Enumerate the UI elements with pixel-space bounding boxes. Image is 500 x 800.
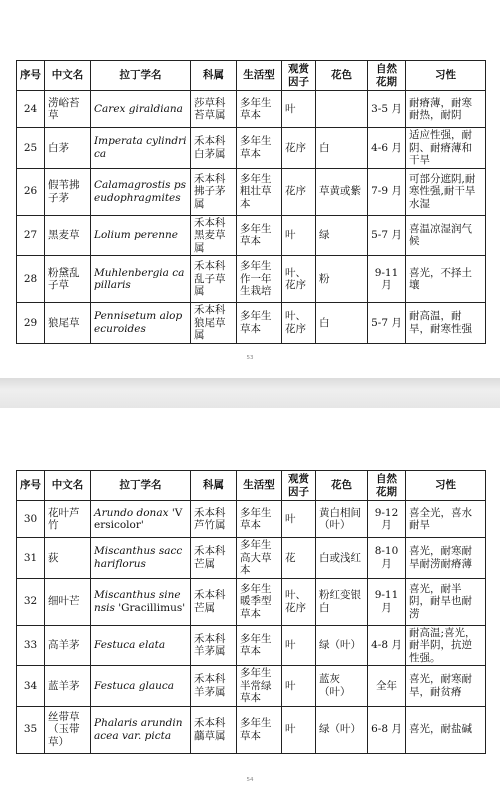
cell-family: 禾本科白茅属 <box>191 128 237 169</box>
cell-life: 多年生高大草本 <box>237 538 282 579</box>
cell-factor: 花序 <box>282 128 316 169</box>
col-header-habit: 习性 <box>406 471 486 501</box>
table-row <box>17 578 486 625</box>
cell-cn: 涝峪苔草 <box>45 91 91 128</box>
col-header-bloom: 自然花期 <box>368 471 406 501</box>
page-number: 54 <box>246 777 254 783</box>
latin-name: Carex giraldiana <box>94 102 183 115</box>
latin-name: Festuca glauca <box>94 679 175 692</box>
col-header-color: 花色 <box>316 471 368 501</box>
cell-life: 多年生草本 <box>237 215 282 256</box>
cell-life: 多年生草本 <box>237 706 282 753</box>
cell-factor: 叶 <box>282 501 316 538</box>
table-row <box>17 215 486 256</box>
cell-no: 31 <box>17 538 45 579</box>
cell-color: 粉红变银白 <box>316 578 368 625</box>
cell-cn: 高羊茅 <box>45 625 91 666</box>
col-header-bloom: 自然花期 <box>368 61 406 91</box>
cell-habit: 喜光，耐半阴，耐旱也耐涝 <box>406 578 486 625</box>
cell-factor: 叶 <box>282 91 316 128</box>
cell-bloom: 5-7 月 <box>368 215 406 256</box>
cell-life: 多年生暖季型草本 <box>237 578 282 625</box>
cell-family: 禾本科黑麦草属 <box>191 215 237 256</box>
cell-no: 29 <box>17 303 45 344</box>
col-header-color: 花色 <box>316 61 368 91</box>
latin-name: Arundo donax <box>94 506 169 519</box>
table-row <box>17 91 486 128</box>
cell-latin <box>91 256 191 303</box>
col-header-no: 序号 <box>17 471 45 501</box>
cell-family: 禾本科芒属 <box>191 538 237 579</box>
cell-bloom: 6-8 月 <box>368 706 406 753</box>
table-row <box>17 501 486 538</box>
table-header-row <box>17 471 486 501</box>
cell-no: 34 <box>17 666 45 707</box>
cell-latin <box>91 538 191 579</box>
cell-no: 32 <box>17 578 45 625</box>
cell-family: 禾本科芒属 <box>191 578 237 625</box>
cell-cn: 粉黛乱子草 <box>45 256 91 303</box>
cell-latin <box>91 215 191 256</box>
cell-latin <box>91 578 191 625</box>
col-header-cn: 中文名 <box>45 471 91 501</box>
cell-no: 33 <box>17 625 45 666</box>
col-header-family: 科属 <box>191 61 237 91</box>
cell-cn: 蓝羊茅 <box>45 666 91 707</box>
cell-latin <box>91 168 191 215</box>
table-row <box>17 303 486 344</box>
cell-bloom: 全年 <box>368 666 406 707</box>
cell-family: 禾本科芦竹属 <box>191 501 237 538</box>
cell-latin <box>91 501 191 538</box>
cell-no: 27 <box>17 215 45 256</box>
cell-family: 禾本科羊茅属 <box>191 625 237 666</box>
cell-latin <box>91 706 191 753</box>
table-header-row <box>17 61 486 91</box>
cell-life: 多年生粗壮草本 <box>237 168 282 215</box>
col-header-family: 科属 <box>191 471 237 501</box>
cell-bloom: 7-9 月 <box>368 168 406 215</box>
cell-factor: 花 <box>282 538 316 579</box>
col-header-factor: 观赏因子 <box>282 471 316 501</box>
table-row <box>17 256 486 303</box>
cell-cn: 荻 <box>45 538 91 579</box>
cell-latin <box>91 128 191 169</box>
cell-life: 多年生草本 <box>237 91 282 128</box>
cell-latin <box>91 303 191 344</box>
cell-no: 24 <box>17 91 45 128</box>
cell-bloom: 5-7 月 <box>368 303 406 344</box>
latin-name: Miscanthus sacchariflorus <box>94 545 183 570</box>
cell-factor: 叶、花序 <box>282 303 316 344</box>
cell-cn: 花叶芦竹 <box>45 501 91 538</box>
cell-factor: 叶 <box>282 666 316 707</box>
table-row <box>17 666 486 707</box>
cell-cn: 黑麦草 <box>45 215 91 256</box>
cell-cn: 丝带草（玉带草） <box>45 706 91 753</box>
cell-latin <box>91 625 191 666</box>
cell-family: 禾本科拂子茅属 <box>191 168 237 215</box>
cell-life: 多年生草本 <box>237 128 282 169</box>
cell-color: 黄白相间（叶） <box>316 501 368 538</box>
cell-color: 白 <box>316 303 368 344</box>
cell-bloom: 4-6 月 <box>368 128 406 169</box>
cell-habit: 喜光，耐寒耐旱耐涝耐瘠薄 <box>406 538 486 579</box>
cell-no: 26 <box>17 168 45 215</box>
plant-table-page-1 <box>16 60 486 344</box>
cell-habit: 喜光，耐寒耐旱，耐贫瘠 <box>406 666 486 707</box>
cell-no: 35 <box>17 706 45 753</box>
cultivar-name: 'Versicolor' <box>94 506 183 531</box>
col-header-habit: 习性 <box>406 61 486 91</box>
cell-factor: 叶 <box>282 706 316 753</box>
cell-no: 28 <box>17 256 45 303</box>
cell-cn: 白茅 <box>45 128 91 169</box>
latin-name: Festuca elata <box>94 639 166 651</box>
cell-bloom: 4-8 月 <box>368 625 406 666</box>
table-row <box>17 706 486 753</box>
cell-color: 白或浅红 <box>316 538 368 579</box>
col-header-latin: 拉丁学名 <box>91 61 191 91</box>
latin-name: Lolium perenne <box>94 229 178 241</box>
latin-name: Calamagrostis pseudophragmites <box>94 179 186 204</box>
col-header-life: 生活型 <box>237 471 282 501</box>
plant-table-page-2 <box>16 470 486 754</box>
cell-latin <box>91 91 191 128</box>
cell-factor: 叶 <box>282 215 316 256</box>
document-page-53 <box>0 0 500 378</box>
table-row <box>17 538 486 579</box>
latin-name: Imperata cylindrica <box>94 135 187 160</box>
cell-life: 多年生草本 <box>237 303 282 344</box>
cell-bloom: 9-12 月 <box>368 501 406 538</box>
cell-bloom: 3-5 月 <box>368 91 406 128</box>
cultivar-name: 'Gracillimus' <box>118 601 186 614</box>
cell-color: 草黄或紫 <box>316 168 368 215</box>
page-number: 53 <box>246 355 254 361</box>
cell-habit: 喜光，耐盐碱 <box>406 706 486 753</box>
cell-no: 30 <box>17 501 45 538</box>
cell-life: 多年生草本 <box>237 501 282 538</box>
document-page-54 <box>0 408 500 800</box>
cell-habit: 耐高温;喜光，耐半阴，抗逆性强。 <box>406 625 486 666</box>
page-gap <box>0 378 500 408</box>
cell-latin <box>91 666 191 707</box>
cell-habit: 可部分遮阴,耐寒性强,耐干旱水湿 <box>406 168 486 215</box>
latin-name: Phalaris arundinacea var. picta <box>94 717 183 742</box>
cell-family: 禾本科乱子草属 <box>191 256 237 303</box>
cell-factor: 花序 <box>282 168 316 215</box>
cell-cn: 狼尾草 <box>45 303 91 344</box>
cell-color: 白 <box>316 128 368 169</box>
cell-color: 蓝灰（叶） <box>316 666 368 707</box>
latin-name: Pennisetum alopecuroides <box>94 310 183 335</box>
cell-life: 多年生半常绿草本 <box>237 666 282 707</box>
cell-habit: 耐瘠薄，耐寒耐热，耐阴 <box>406 91 486 128</box>
cell-factor: 叶、花序 <box>282 256 316 303</box>
cell-bloom: 8-10 月 <box>368 538 406 579</box>
table-row <box>17 625 486 666</box>
cell-bloom: 9-11 月 <box>368 256 406 303</box>
col-header-factor: 观赏因子 <box>282 61 316 91</box>
col-header-no: 序号 <box>17 61 45 91</box>
cell-factor: 叶、花序 <box>282 578 316 625</box>
col-header-cn: 中文名 <box>45 61 91 91</box>
cell-cn: 假苇拂子茅 <box>45 168 91 215</box>
cell-color: 绿 <box>316 215 368 256</box>
cell-habit: 喜光，不择土壤 <box>406 256 486 303</box>
cell-cn: 细叶芒 <box>45 578 91 625</box>
cell-bloom: 9-11 月 <box>368 578 406 625</box>
cell-habit: 耐高温，耐旱，耐寒性强 <box>406 303 486 344</box>
cell-color: 粉 <box>316 256 368 303</box>
cell-family: 禾本科羊茅属 <box>191 666 237 707</box>
cell-life: 多年生草本 <box>237 625 282 666</box>
col-header-latin: 拉丁学名 <box>91 471 191 501</box>
latin-name: Muhlenbergia capillaris <box>94 266 185 291</box>
cell-habit: 喜温凉湿润气候 <box>406 215 486 256</box>
table-row <box>17 128 486 169</box>
cell-family: 禾本科虉草属 <box>191 706 237 753</box>
table-row <box>17 168 486 215</box>
cell-color: 绿（叶） <box>316 625 368 666</box>
cell-habit: 喜全光，喜水耐旱 <box>406 501 486 538</box>
latin-name: Miscanthus sinensis <box>94 589 181 614</box>
cell-color <box>316 91 368 128</box>
cell-family: 禾本科狼尾草属 <box>191 303 237 344</box>
cell-no: 25 <box>17 128 45 169</box>
cell-family: 莎草科苔草属 <box>191 91 237 128</box>
cell-habit: 适应性强，耐阴、耐瘠薄和干旱 <box>406 128 486 169</box>
cell-color: 绿（叶） <box>316 706 368 753</box>
col-header-life: 生活型 <box>237 61 282 91</box>
cell-life: 多年生作一年生栽培 <box>237 256 282 303</box>
cell-factor: 叶 <box>282 625 316 666</box>
